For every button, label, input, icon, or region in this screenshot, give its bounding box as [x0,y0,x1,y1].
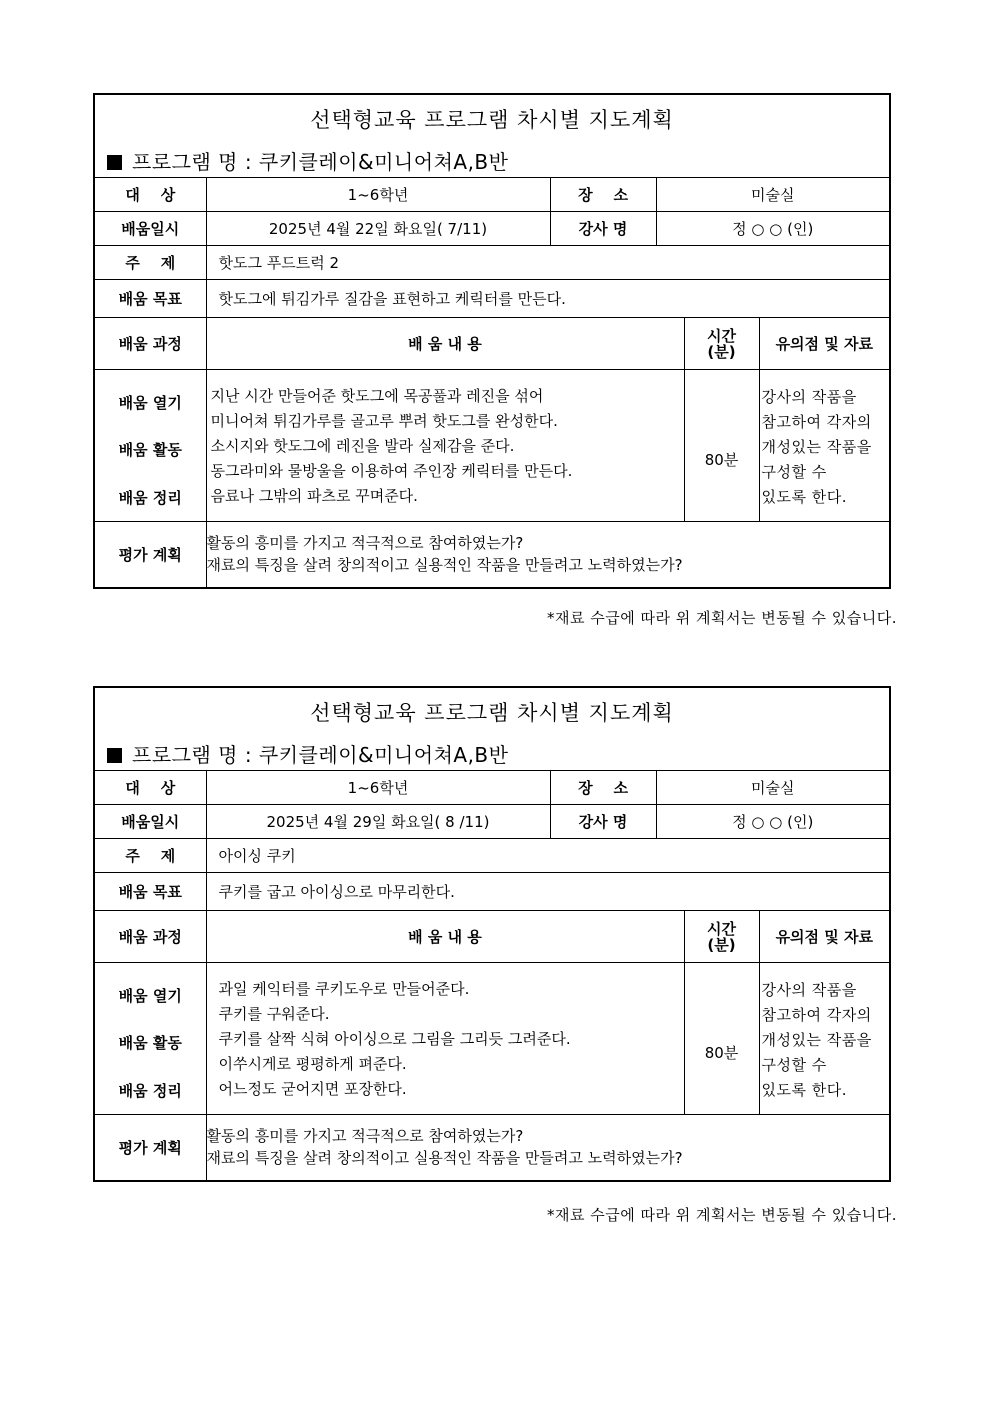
note-line: 있도록 한다. [761,1081,847,1099]
lesson-plan-table [93,686,891,1182]
eval-line: 재료의 특징을 살려 창의적이고 실용적인 작품을 만들려고 노력하였는가? [206,556,683,575]
content-line: 동그라미와 물방울을 이용하여 주인장 케릭터를 만든다. [210,462,573,480]
topic-value: 핫도그 푸드트럭 2 [206,246,890,280]
note-line: 강사의 작품을 [761,388,857,406]
square-bullet-icon [107,155,122,170]
topic-label: 주 제 [94,246,206,280]
content-line: 이쑤시게로 평평하게 펴준다. [218,1055,407,1073]
footnote: *재료 수급에 따라 위 계획서는 변동될 수 있습니다. [547,609,897,627]
instructor-value: 정 ○ ○ (인) [656,212,890,246]
note-line: 구성할 수 [761,1056,827,1074]
notes-label: 유의점 및 자료 [759,318,890,370]
time-label-1: 시간 [707,326,736,345]
title-cell [94,687,890,771]
footnote: *재료 수급에 따라 위 계획서는 변동될 수 있습니다. [547,1206,897,1224]
target-value: 1~6학년 [206,178,550,212]
notes-cell [759,370,890,522]
stages-cell [94,370,206,522]
content-line: 과일 케익터를 쿠키도우로 만들어준다. [218,980,470,998]
time-value: 80분 [684,963,759,1115]
program-name [105,146,879,175]
content-line: 미니어쳐 튀김가루를 골고루 뿌려 핫도그를 완성한다. [210,412,558,430]
instructor-label: 강사 명 [550,212,656,246]
stages-cell [94,963,206,1115]
stage-open: 배움 열기 [118,393,182,412]
stage-activity: 배움 활동 [118,441,182,459]
note-line: 구성할 수 [761,463,827,481]
date-label: 배움일시 [94,805,206,839]
eval-cell [206,1115,890,1181]
goal-label: 배움 목표 [94,873,206,911]
time-label-2: (분) [707,342,736,361]
program-name-text: 프로그램 명 : 쿠키클레이&미니어쳐A,B반 [132,742,509,767]
target-label: 대 상 [94,178,206,212]
lesson-plan-2 [93,686,889,1182]
lesson-plan-table [93,93,891,589]
note-line: 있도록 한다. [761,488,847,506]
goal-label: 배움 목표 [94,280,206,318]
title-cell [94,94,890,178]
content-cell [206,370,684,522]
instructor-value: 정 ○ ○ (인) [656,805,890,839]
date-value: 2025년 4월 29일 화요일( 8 /11) [206,805,550,839]
square-bullet-icon [107,748,122,763]
program-name-text: 프로그램 명 : 쿠키클레이&미니어쳐A,B반 [132,149,509,174]
content-line: 소시지와 핫도그에 레진을 발라 실제감을 준다. [210,437,515,455]
eval-line: 활동의 흥미를 가지고 적극적으로 참여하였는가? [206,1127,524,1146]
content-line: 음료나 그밖의 파츠로 꾸며준다. [210,487,418,505]
target-value: 1~6학년 [206,771,550,805]
place-label: 장 소 [550,771,656,805]
time-value: 80분 [684,370,759,522]
time-label-1: 시간 [707,919,736,938]
instructor-label: 강사 명 [550,805,656,839]
eval-label: 평가 계획 [94,522,206,588]
eval-cell [206,522,890,588]
page-title: 선택형교육 프로그램 차시별 지도계획 [310,700,674,725]
note-line: 참고하여 각자의 [761,1006,872,1024]
note-line: 개성있는 작품을 [761,438,872,456]
date-label: 배움일시 [94,212,206,246]
note-line: 개성있는 작품을 [761,1031,872,1049]
notes-cell [759,963,890,1115]
stage-activity: 배움 활동 [118,1034,182,1052]
program-name [105,739,879,768]
eval-label: 평가 계획 [94,1115,206,1181]
goal-value: 쿠키를 굽고 아이싱으로 마무리한다. [206,873,890,911]
goal-value: 핫도그에 튀김가루 질감을 표현하고 케릭터를 만든다. [206,280,890,318]
content-line: 쿠키를 구워준다. [218,1005,330,1023]
target-label: 대 상 [94,771,206,805]
notes-label: 유의점 및 자료 [759,911,890,963]
topic-label: 주 제 [94,839,206,873]
process-label: 배움 과정 [94,318,206,370]
content-line: 지난 시간 만들어준 핫도그에 목공풀과 레진을 섞어 [210,387,544,405]
content-label: 배 움 내 용 [206,318,684,370]
page-title: 선택형교육 프로그램 차시별 지도계획 [310,107,674,132]
place-value: 미술실 [656,771,890,805]
content-line: 어느정도 굳어지면 포장한다. [218,1080,407,1098]
eval-line: 활동의 흥미를 가지고 적극적으로 참여하였는가? [206,534,524,553]
stage-open: 배움 열기 [118,986,182,1005]
place-label: 장 소 [550,178,656,212]
note-line: 참고하여 각자의 [761,413,872,431]
stage-close: 배움 정리 [118,488,182,507]
content-line: 쿠키를 살짝 식혀 아이싱으로 그림을 그리듯 그려준다. [218,1030,571,1048]
date-value: 2025년 4월 22일 화요일( 7/11) [206,212,550,246]
content-cell [206,963,684,1115]
note-line: 강사의 작품을 [761,981,857,999]
stage-close: 배움 정리 [118,1081,182,1100]
time-label-2: (분) [707,935,736,954]
topic-value: 아이싱 쿠키 [206,839,890,873]
place-value: 미술실 [656,178,890,212]
content-label: 배 움 내 용 [206,911,684,963]
process-label: 배움 과정 [94,911,206,963]
eval-line: 재료의 특징을 살려 창의적이고 실용적인 작품을 만들려고 노력하였는가? [206,1149,683,1168]
time-label [684,911,759,963]
time-label [684,318,759,370]
lesson-plan-1 [93,93,889,589]
